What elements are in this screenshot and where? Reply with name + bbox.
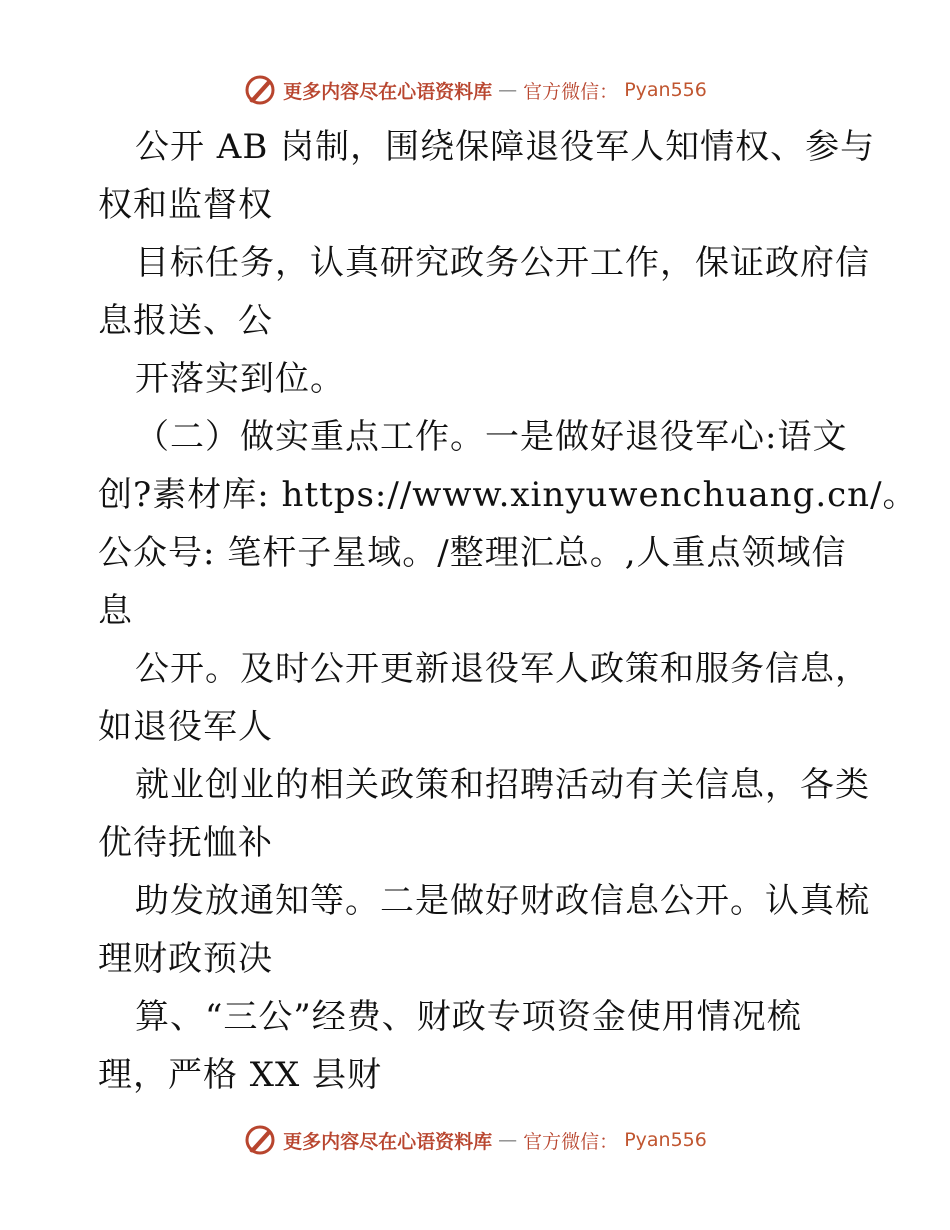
brush-logo-icon (243, 73, 277, 107)
text-line: 公开。及时公开更新退役军人政策和服务信息， (135, 649, 870, 689)
text-line: 如退役军人 (98, 707, 273, 747)
banner-sub-text: 官方微信： (523, 80, 619, 103)
footer-watermark-banner (0, 1122, 950, 1158)
brush-logo-icon (243, 1123, 277, 1157)
text-line: 公众号: 笔杆子星域。/整理汇总。,人重点领域信 (98, 533, 847, 573)
banner-separator: — (498, 1129, 518, 1151)
document-body (98, 118, 918, 1104)
text-line: （二）做实重点工作。一是做好退役军心:语文 (135, 417, 848, 457)
text-line: 理，严格 XX 县财 (98, 1055, 383, 1095)
text-line: 目标任务，认真研究政务公开工作，保证政府信 (135, 243, 870, 283)
banner-separator: — (498, 79, 518, 101)
banner-wechat-id: Pyan556 (624, 79, 707, 101)
banner-sub-text: 官方微信： (523, 1130, 619, 1153)
text-line: 算、“三公”经费、财政专项资金使用情况梳 (135, 997, 802, 1037)
text-line: 创?素材库: https://www.xinyuwenchuang.cn/。 (98, 475, 918, 515)
text-line: 优待抚恤补 (98, 823, 273, 863)
text-line: 开落实到位。 (135, 359, 345, 399)
text-line: 助发放通知等。二是做好财政信息公开。认真梳 (135, 881, 870, 921)
banner-wechat-id: Pyan556 (624, 1129, 707, 1151)
banner-main-text: 更多内容尽在心语资料库 (283, 1130, 493, 1153)
text-line: 权和监督权 (98, 185, 273, 225)
text-line: 公开 AB 岗制，围绕保障退役军人知情权、参与 (135, 127, 876, 167)
banner-main-text: 更多内容尽在心语资料库 (283, 80, 493, 103)
text-line: 息报送、公 (98, 301, 273, 341)
text-line: 理财政预决 (98, 939, 273, 979)
text-line: 息 (98, 591, 133, 631)
text-line: 就业创业的相关政策和招聘活动有关信息，各类 (135, 765, 870, 805)
header-watermark-banner (0, 72, 950, 108)
